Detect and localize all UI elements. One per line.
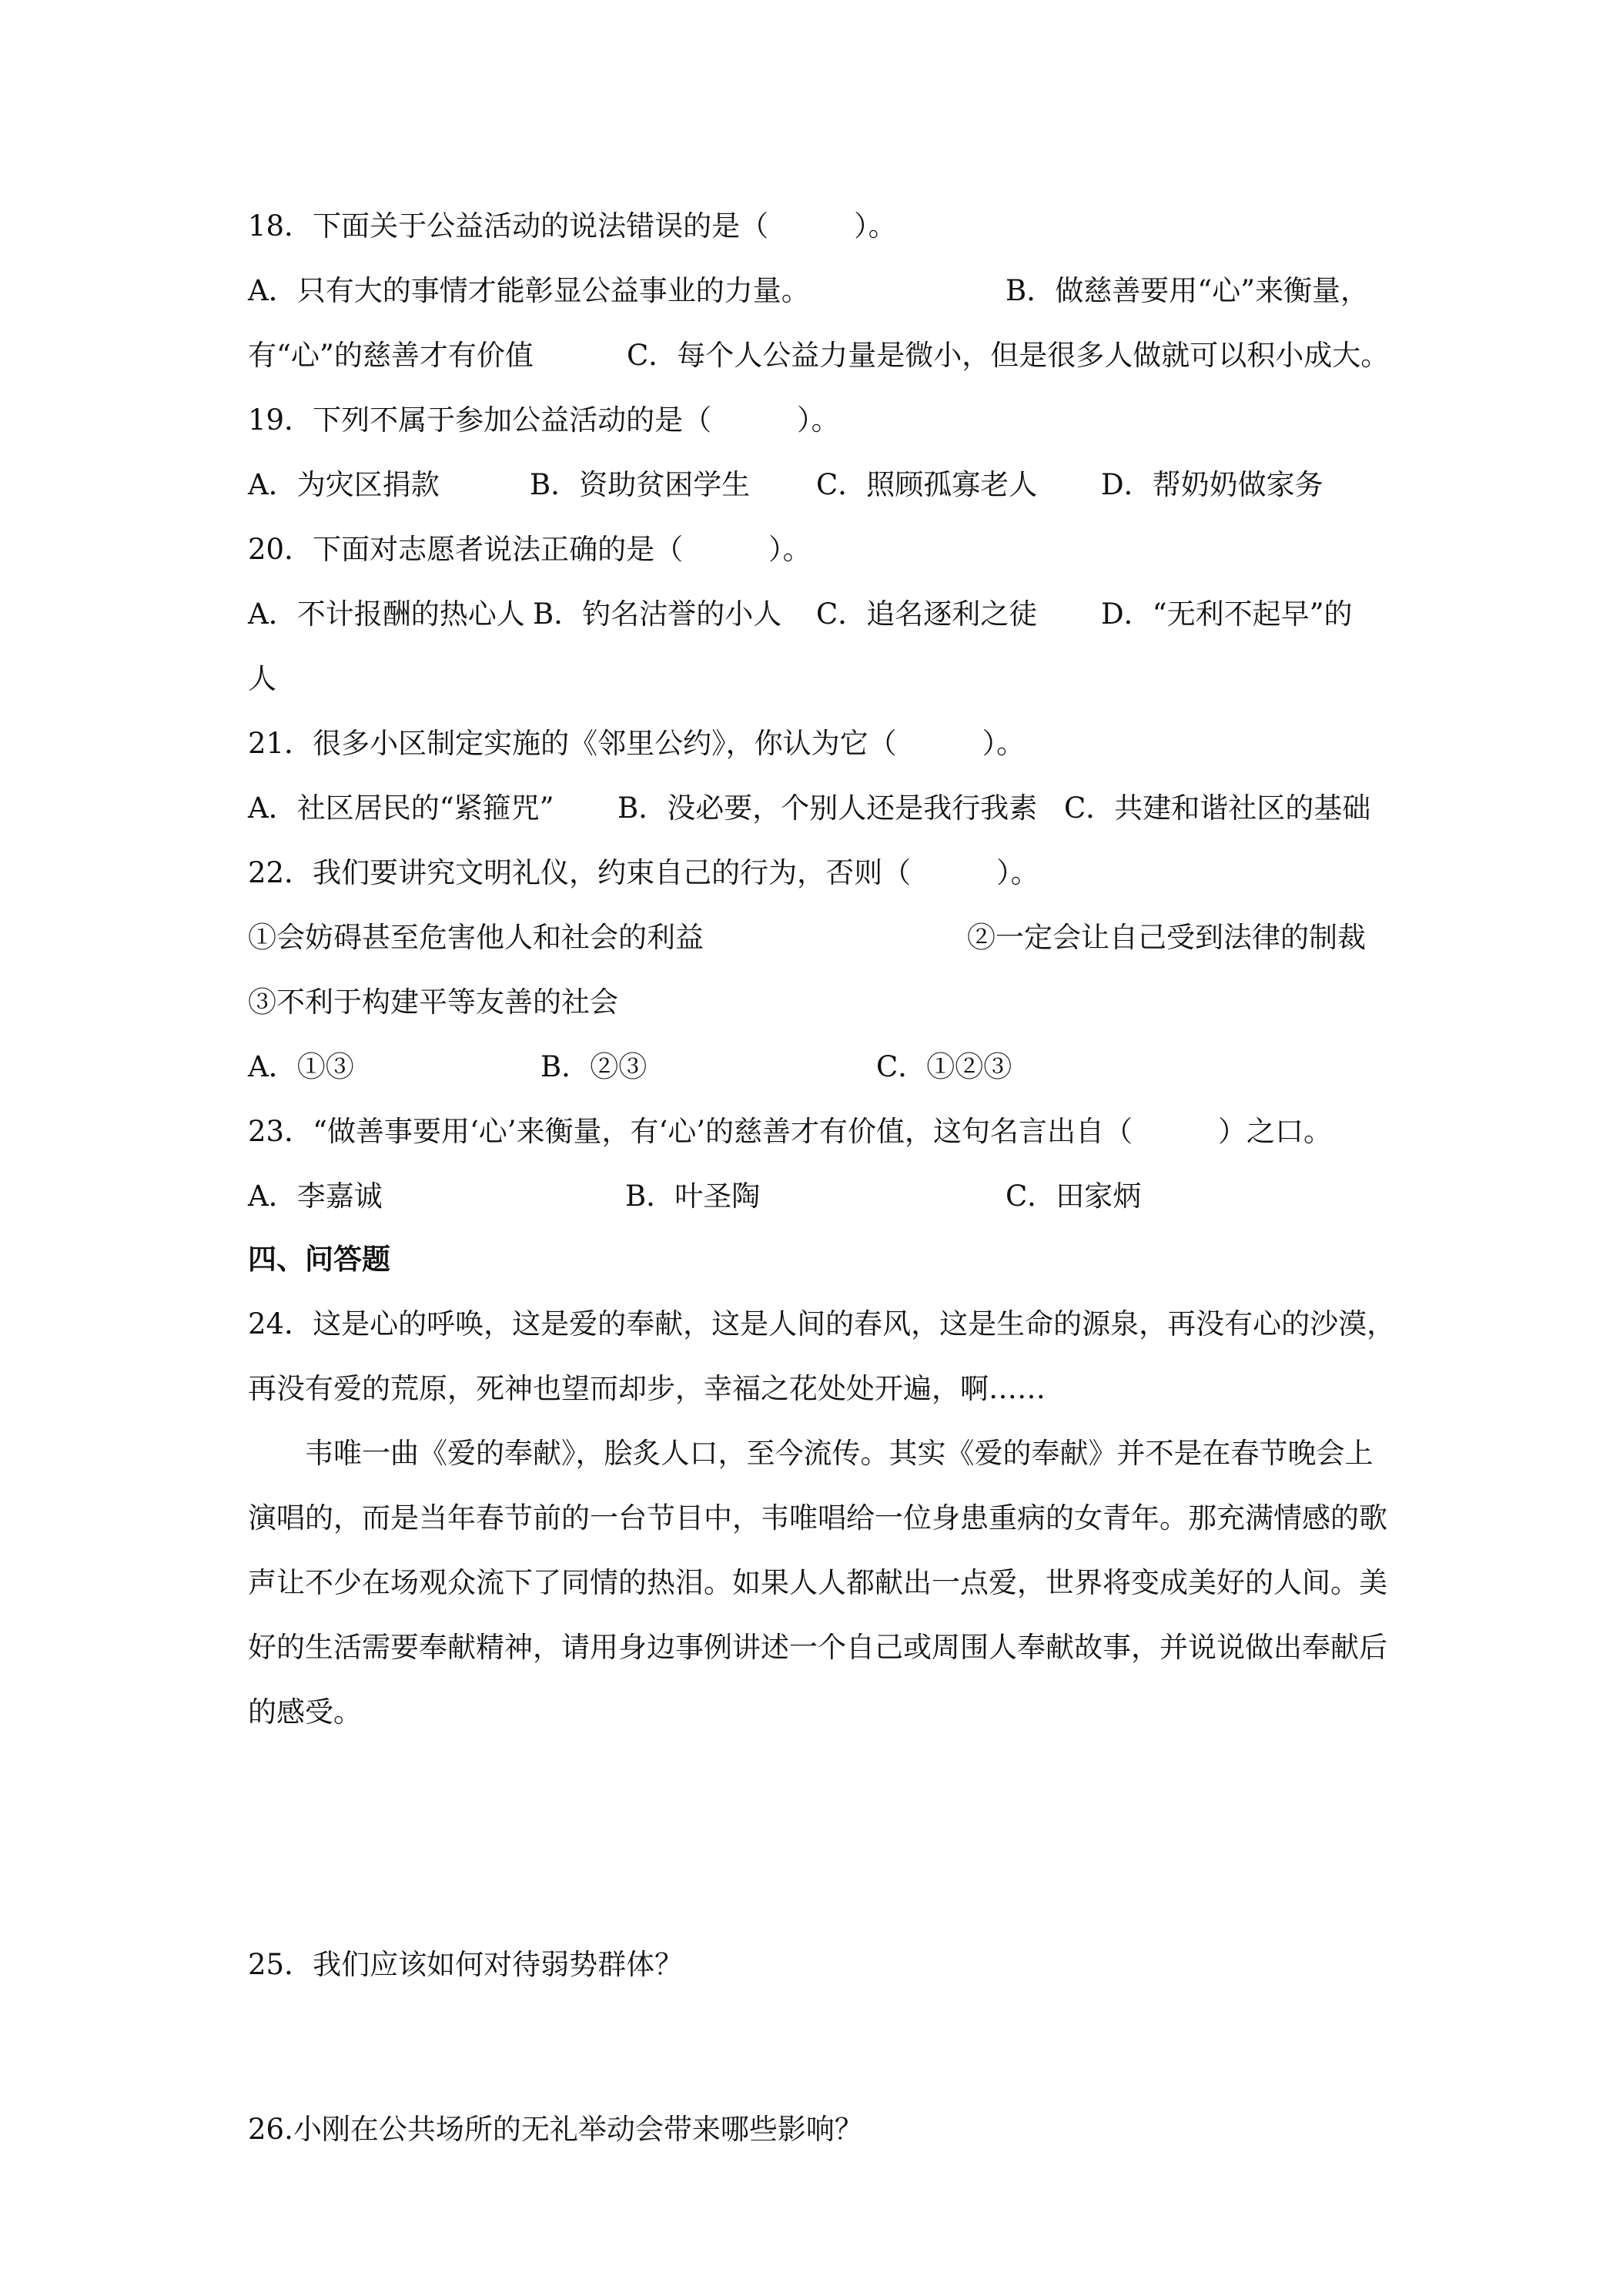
q22-option-a: A．①③ xyxy=(248,1050,354,1083)
q19-stem: 19．下列不属于参加公益活动的是（ ）。 xyxy=(248,403,840,437)
q24-stem-line1: 24．这是心的呼唤，这是爱的奉献，这是人间的春风，这是生命的源泉，再没有心的沙漠， xyxy=(248,1307,1396,1340)
q21-option-a: A．社区居民的“紧箍咒” xyxy=(248,792,554,825)
q20-option-d-continued: 人 xyxy=(248,662,276,695)
q18-option-c: C．每个人公益力量是微小，但是很多人做就可以积小成大。 xyxy=(627,339,1390,372)
q22-item-3: ③不利于构建平等友善的社会 xyxy=(248,986,618,1019)
q22-item-2: ②一定会让自己受到法律的制裁 xyxy=(967,921,1366,954)
q19-option-b: B．资助贫困学生 xyxy=(530,468,751,501)
q20-option-b: B．钓名沽誉的小人 xyxy=(533,597,782,631)
q24-paragraph-line1: 韦唯一曲《爱的奉献》，脍炙人口，至今流传。其实《爱的奉献》并不是在春节晚会上 xyxy=(305,1437,1374,1470)
q20-option-d: D．“无利不起早”的 xyxy=(1101,597,1353,631)
q23-option-b: B．叶圣陶 xyxy=(625,1180,761,1213)
q20-option-c: C．追名逐利之徒 xyxy=(816,597,1038,631)
q19-option-c: C．照顾孤寡老人 xyxy=(816,468,1038,501)
q24-paragraph-line4: 好的生活需要奉献精神，请用身边事例讲述一个自己或周围人奉献故事，并说说做出奉献后 xyxy=(248,1631,1387,1664)
q22-option-c: C．①②③ xyxy=(876,1050,1012,1083)
q20-option-a: A．不计报酬的热心人 xyxy=(248,597,525,631)
q20-stem: 20．下面对志愿者说法正确的是（ ）。 xyxy=(248,533,812,566)
q23-option-a: A．李嘉诚 xyxy=(248,1180,383,1213)
q23-stem: 23．“做善事要用‘心’来衡量，有‘心’的慈善才有价值，这句名言出自（ ）之口。 xyxy=(248,1115,1333,1148)
q25-stem: 25．我们应该如何对待弱势群体？ xyxy=(248,1948,684,1981)
q21-option-b: B．没必要，个别人还是我行我素 xyxy=(617,792,1038,825)
q22-option-b: B．②③ xyxy=(540,1050,648,1083)
q21-stem: 21．很多小区制定实施的《邻里公约》，你认为它（ ）。 xyxy=(248,727,1026,760)
q18-option-b-continued: 有“心”的慈善才有价值 xyxy=(248,339,534,372)
q21-option-c: C．共建和谐社区的基础 xyxy=(1064,792,1371,825)
q19-option-d: D．帮奶奶做家务 xyxy=(1101,468,1323,501)
q26-stem: 26.小刚在公共场所的无礼举动会带来哪些影响？ xyxy=(248,2113,863,2146)
q22-item-1: ①会妨碍甚至危害他人和社会的利益 xyxy=(248,921,704,954)
q23-option-c: C．田家炳 xyxy=(1006,1180,1142,1213)
q19-option-a: A．为灾区捐款 xyxy=(248,468,440,501)
q18-stem: 18．下面关于公益活动的说法错误的是（ ）。 xyxy=(248,209,897,243)
section-heading: 四、问答题 xyxy=(248,1243,390,1276)
q24-paragraph-line5: 的感受。 xyxy=(248,1695,362,1729)
q18-option-b: B．做慈善要用“心”来衡量， xyxy=(1006,274,1370,307)
q24-paragraph-line2: 演唱的，而是当年春节前的一台节目中，韦唯唱给一位身患重病的女青年。那充满情感的歌 xyxy=(248,1501,1387,1535)
q24-paragraph-line3: 声让不少在场观众流下了同情的热泪。如果人人都献出一点爱，世界将变成美好的人间。美 xyxy=(248,1566,1387,1599)
q22-stem: 22．我们要讲究文明礼仪，约束自己的行为，否则（ ）。 xyxy=(248,856,1039,889)
q24-stem-line2: 再没有爱的荒原，死神也望而却步，幸福之花处处开遍，啊…… xyxy=(248,1372,1046,1405)
q18-option-a: A．只有大的事情才能彰显公益事业的力量。 xyxy=(248,274,810,307)
